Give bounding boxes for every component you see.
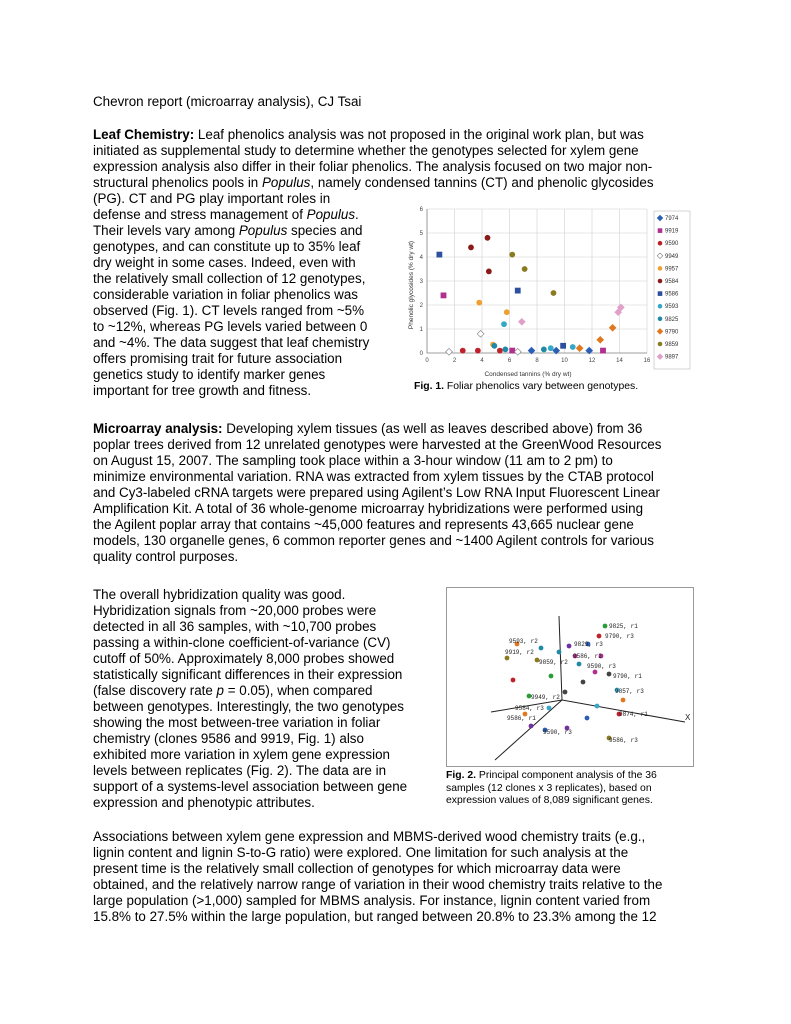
data-point-9584 xyxy=(486,269,491,274)
hyb-line-4: passing a within-clone coefficient-of-variance (CV) xyxy=(93,635,391,650)
micro-line-2: poplar trees derived from 12 unrelated genotypes were harvested at the GreenWood Resources xyxy=(93,437,662,452)
data-point-9584 xyxy=(468,245,473,250)
leaf-line-2: initiated as supplemental study to determine whether the genotypes selected for xylem gene xyxy=(93,143,639,158)
pca-point-label: 9829, r3 xyxy=(574,641,603,648)
legend-marker xyxy=(658,229,662,233)
leaf-line-11: considerable variation in foliar phenolics was xyxy=(93,287,358,302)
y-axis-label: Phenolic glycosides (% dry wt) xyxy=(408,240,415,330)
pca-point-label: 9586, r2 xyxy=(573,653,602,660)
data-point-9825 xyxy=(492,343,497,348)
leaf-line-1 xyxy=(93,127,703,143)
leaf-line-14: and ~4%. The data suggest that leaf chemistry xyxy=(93,335,370,350)
page-title: Chevron report (microarray analysis), CJ Tsai xyxy=(93,94,362,109)
leaf-text: Leaf phenolics analysis was not proposed in the original work plan, but was xyxy=(194,127,644,142)
micro-heading: Microarray analysis: xyxy=(93,421,223,436)
data-point-9590 xyxy=(460,348,465,353)
pca-point-label: 9825, r1 xyxy=(609,623,638,630)
p-symbol: p xyxy=(216,683,224,698)
leaf-line-5: (PG). CT and PG play important roles in xyxy=(93,191,331,206)
data-point-9590 xyxy=(475,348,480,353)
assoc-line-2: lignin content and lignin S-to-G ratio) were explored. One limitation for such analysis at the xyxy=(93,845,629,860)
pca-point-label: 9790, r3 xyxy=(605,633,634,640)
species-name: Populus xyxy=(238,223,288,238)
micro-line-9: quality control purposes. xyxy=(93,549,239,564)
data-point-9859 xyxy=(510,252,515,257)
caption-line-1 xyxy=(446,770,696,783)
assoc-line-6: 15.8% to 27.5% within the large population, but ranged between 20.8% to 23.3% among the 12 xyxy=(93,909,657,924)
leaf-text: , namely condensed tannins (CT) and phenolic glycosides xyxy=(310,175,654,190)
data-point-9586 xyxy=(437,252,442,257)
data-point-9825 xyxy=(541,347,546,352)
assoc-line-5: large population (>1,000) sampled for MBMS analysis. For instance, lignin content varied from xyxy=(93,893,651,908)
data-point-9825 xyxy=(503,347,508,352)
pca-point-label: 9949, r2 xyxy=(531,694,560,701)
micro-line-7: the Agilent poplar array that contains ~45,000 features and represents 43,665 nuclear gene xyxy=(93,517,634,532)
micro-line-4: minimize environmental variation. RNA was extracted from xylem tissues by the CTAB protocol xyxy=(93,469,654,484)
pca-point xyxy=(581,680,586,685)
pca-point xyxy=(621,698,626,703)
pca-point-label: 9859, r2 xyxy=(539,659,568,666)
micro-line-8: models, 130 organelle genes, 6 common reporter genes and ~1400 Agilent controls for various xyxy=(93,533,654,548)
hyb-line-1: The overall hybridization quality was good. xyxy=(93,587,346,602)
y-tick-label: 6 xyxy=(419,207,423,213)
leaf-text: defense and stress management of xyxy=(93,207,307,222)
x-tick-label: 8 xyxy=(535,358,539,364)
data-point-9586 xyxy=(561,343,566,348)
pca-point xyxy=(549,674,554,679)
figure-2-caption xyxy=(446,770,696,808)
figure-1-scatter-chart xyxy=(402,203,692,378)
leaf-line-9: dry weight in some cases. Indeed, even with xyxy=(93,255,356,270)
legend-marker xyxy=(658,279,662,283)
y-tick-label: 0 xyxy=(419,351,423,357)
legend-label: 9897 xyxy=(665,354,679,361)
data-point-9957 xyxy=(504,310,509,315)
pca-point-label: 9586, r1 xyxy=(507,715,536,722)
legend-label: 9584 xyxy=(665,279,679,285)
assoc-line-4: obtained, and the relatively narrow range of variation in their wood chemistry traits relative to the xyxy=(93,877,663,892)
pca-point-label: 9593, r2 xyxy=(509,638,538,645)
y-tick-label: 4 xyxy=(419,255,423,261)
caption-text: Principal component analysis of the 36 xyxy=(476,770,657,781)
pca-point xyxy=(505,656,510,661)
legend-label: 9790 xyxy=(665,329,679,336)
data-point-9859 xyxy=(551,290,556,295)
pca-point-label: 9590, r3 xyxy=(587,663,616,670)
pca-point xyxy=(511,678,516,683)
y-tick-label: 3 xyxy=(419,279,423,285)
leaf-line-17: important for tree growth and fitness. xyxy=(93,383,312,398)
pca-point xyxy=(539,646,544,651)
data-point-9919 xyxy=(441,293,446,298)
hyb-line-13: support of a systems-level association between gene xyxy=(93,779,408,794)
legend-marker xyxy=(658,266,662,270)
x-tick-label: 16 xyxy=(643,358,651,364)
figure-1-caption xyxy=(414,381,704,394)
pca-point xyxy=(547,706,552,711)
legend-label: 9859 xyxy=(665,342,679,348)
x-tick-label: 2 xyxy=(452,358,457,364)
pca-point xyxy=(593,670,598,675)
x-tick-label: 6 xyxy=(507,358,512,364)
data-point-9593 xyxy=(570,344,575,349)
x-tick-label: 12 xyxy=(588,358,596,364)
data-point-9590 xyxy=(497,348,502,353)
caption-label: Fig. 2. xyxy=(446,770,477,781)
leaf-text: species and xyxy=(287,223,363,238)
pca-point xyxy=(595,704,600,709)
leaf-line-8: genotypes, and can constitute up to 35% leaf xyxy=(93,239,361,254)
pca-point xyxy=(557,650,562,655)
leaf-line-3: expression analysis also differ in their foliar phenolics. The analysis focused on two major non- xyxy=(93,159,653,174)
hyb-line-11: exhibited more variation in xylem gene expression xyxy=(93,747,390,762)
micro-line-5: and Cy3-labeled cRNA targets were prepared using Agilent’s Low RNA Input Fluorescent Linear xyxy=(93,485,660,500)
pca-point xyxy=(563,690,568,695)
leaf-heading: Leaf Chemistry: xyxy=(93,127,195,142)
legend-label: 9590 xyxy=(665,241,679,248)
hyb-line-2: Hybridization signals from ~20,000 probes were xyxy=(93,603,377,618)
pca-point-label: 9919, r2 xyxy=(505,649,534,656)
hyb-line-10: chemistry (clones 9586 and 9919, Fig. 1) also xyxy=(93,731,364,746)
hyb-line-8: between genotypes. Interestingly, the two genotypes xyxy=(93,699,404,714)
leaf-line-6 xyxy=(93,207,403,223)
leaf-line-15: offers promising trait for future association xyxy=(93,351,343,366)
micro-line-6: Amplification Kit. A total of 36 whole-genome microarray hybridizations were performed using xyxy=(93,501,644,516)
hyb-text: (false discovery rate xyxy=(93,683,217,698)
data-point-9586 xyxy=(515,288,520,293)
leaf-text: . xyxy=(355,207,359,222)
hyb-line-14: expression and phenotypic attributes. xyxy=(93,795,315,810)
legend-label: 9957 xyxy=(665,266,679,273)
x-tick-label: 4 xyxy=(480,358,484,364)
assoc-line-1: Associations between xylem gene expression and MBMS-derived wood chemistry traits (e.g., xyxy=(93,829,646,844)
pca-point-label: 9584, r3 xyxy=(515,705,544,712)
legend-label: 7974 xyxy=(665,216,679,222)
leaf-line-4 xyxy=(93,175,703,191)
legend-label: 9593 xyxy=(665,304,679,311)
data-point-9593 xyxy=(501,322,506,327)
caption-line-2: samples (12 clones x 3 replicates), based on xyxy=(446,782,652,794)
data-point-9957 xyxy=(477,300,482,305)
micro-line-3: on August 15, 2007. The sampling took place within a 3-hour window (11 am to 2 pm) to xyxy=(93,453,613,468)
legend-label: 9825 xyxy=(665,316,679,323)
pca-point xyxy=(585,716,590,721)
y-tick-label: 2 xyxy=(419,303,423,309)
legend-marker xyxy=(658,304,662,308)
legend-label: 9919 xyxy=(665,228,679,235)
hyb-line-5: cutoff of 50%. Approximately 8,000 probes showed xyxy=(93,651,395,666)
pca-point xyxy=(597,634,602,639)
leaf-line-16: genetics study to identify marker genes xyxy=(93,367,326,382)
leaf-line-10: the relatively small collection of 12 genotypes, xyxy=(93,271,366,286)
caption-line-3: expression values of 8,089 significant genes. xyxy=(446,795,653,807)
caption-text: Foliar phenolics vary between genotypes. xyxy=(444,381,639,392)
x-tick-label: 10 xyxy=(561,358,568,364)
data-point-9919 xyxy=(600,348,605,353)
legend-marker xyxy=(658,342,662,346)
y-tick-label: 1 xyxy=(419,327,423,333)
leaf-line-7 xyxy=(93,223,403,239)
micro-line-1 xyxy=(93,421,703,437)
hyb-line-12: levels between replicates (Fig. 2). The data are in xyxy=(93,763,387,778)
x-tick-label: 14 xyxy=(616,358,623,364)
species-name: Populus xyxy=(306,207,356,222)
data-point-9593 xyxy=(548,346,553,351)
legend-marker xyxy=(658,241,662,245)
figure-2-pca-plot xyxy=(446,587,694,767)
pca-point xyxy=(529,724,534,729)
data-point-9584 xyxy=(485,235,490,240)
hyb-line-9: showing the most between-tree variation in foliar xyxy=(93,715,381,730)
hyb-line-7 xyxy=(93,683,438,699)
caption-label: Fig. 1. xyxy=(414,381,445,392)
legend-marker xyxy=(658,317,662,321)
pca-point xyxy=(567,644,572,649)
assoc-line-3: present time is the relatively small collection of genotypes for which microarray data were xyxy=(93,861,621,876)
x-axis-marker: X xyxy=(685,713,691,722)
pca-point-label: 9874, r1 xyxy=(619,711,648,718)
micro-text: Developing xylem tissues (as well as leaves described above) from 36 xyxy=(222,421,643,436)
species-name: Populus xyxy=(261,175,311,190)
pca-point-label: 9586, r3 xyxy=(609,737,638,744)
legend-marker xyxy=(658,292,662,296)
leaf-text: structural phenolics pools in xyxy=(93,175,262,190)
pca-point-label: 9590, r3 xyxy=(543,729,572,736)
pca-point xyxy=(577,662,582,667)
x-tick-label: 0 xyxy=(425,358,429,364)
x-axis-label: Condensed tannins (% dry wt) xyxy=(484,371,572,378)
leaf-text: Their levels vary among xyxy=(93,223,239,238)
pca-point-label: 9790, r1 xyxy=(613,673,642,680)
pca-point-label: 9857, r3 xyxy=(615,688,644,695)
legend-label: 9586 xyxy=(665,291,679,298)
pca-point xyxy=(603,624,608,629)
data-point-9859 xyxy=(522,266,527,271)
legend-label: 9949 xyxy=(665,253,679,260)
leaf-line-12: observed (Fig. 1). CT levels ranged from ~5% xyxy=(93,303,365,318)
data-point-9919 xyxy=(510,348,515,353)
hyb-line-6: statistically significant differences in their expression xyxy=(93,667,403,682)
hyb-text: = 0.05), when compared xyxy=(224,683,373,698)
hyb-line-3: detected in all 36 samples, with ~10,700 probes xyxy=(93,619,377,634)
y-tick-label: 5 xyxy=(419,231,423,237)
leaf-line-13: to ~12%, whereas PG levels varied between 0 xyxy=(93,319,368,334)
pca-point xyxy=(607,672,612,677)
